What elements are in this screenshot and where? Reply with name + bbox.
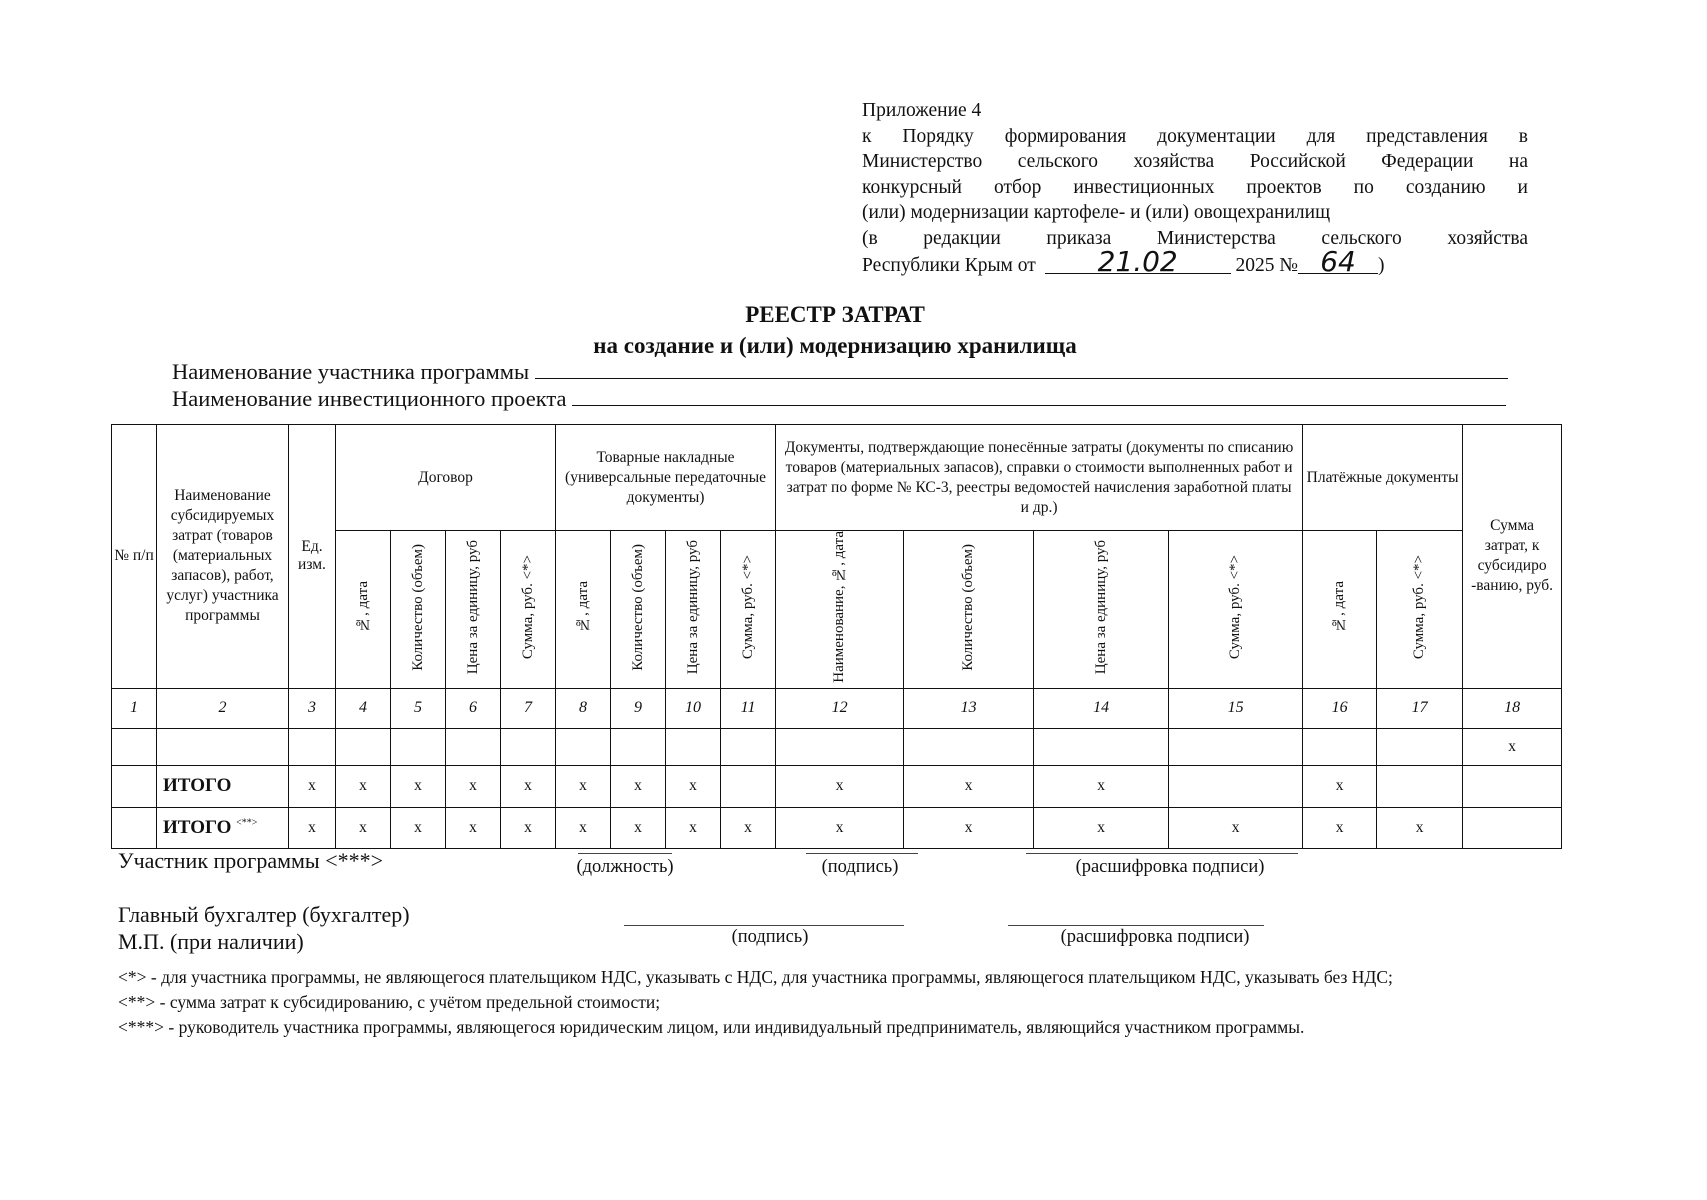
table-cell: x bbox=[1463, 728, 1562, 765]
accountant-signature-line bbox=[624, 925, 904, 926]
table-cell: x bbox=[776, 807, 904, 848]
total-label bbox=[157, 807, 289, 848]
subheader-cell: Цена за единицу, руб bbox=[446, 531, 501, 689]
appendix-line: (или) модернизации картофеле- и (или) овощехранилищ bbox=[862, 202, 1331, 223]
appendix-order-prefix: Республики Крым от bbox=[862, 255, 1036, 276]
appendix-title: Приложение 4 bbox=[862, 100, 982, 121]
accountant-signature-caption: (подпись) bbox=[731, 927, 809, 947]
table-cell: x bbox=[611, 765, 666, 807]
table-cell: x bbox=[1169, 807, 1303, 848]
table-cell: 9 bbox=[611, 688, 666, 728]
subheader-cell: №, дата bbox=[556, 531, 611, 689]
table-cell: 14 bbox=[1034, 688, 1169, 728]
signature-line bbox=[806, 853, 918, 854]
table-cell bbox=[112, 807, 157, 848]
table-cell: x bbox=[391, 765, 446, 807]
table-cell: 6 bbox=[446, 688, 501, 728]
appendix-order-line bbox=[862, 245, 1528, 279]
table-cell: x bbox=[1303, 807, 1377, 848]
header-supporting-docs: Документы, подтверждающие понесённые затраты (документы по списанию товаров (материальных запасов), справки о стоимости выполненных работ и затрат по форме № КС-3, реестры ведомостей начисления заработной платы и др.) bbox=[776, 425, 1303, 531]
project-name-field[interactable] bbox=[572, 387, 1506, 406]
table-cell bbox=[904, 728, 1034, 765]
table-cell: 5 bbox=[391, 688, 446, 728]
table-cell: x bbox=[501, 765, 556, 807]
table-cell: x bbox=[446, 807, 501, 848]
table-cell: x bbox=[556, 807, 611, 848]
header-total-subsidy: Сумма затрат, к субсидиро -ванию, руб. bbox=[1463, 425, 1562, 689]
header-cost-name: Наименование субсидируемых затрат (товаров (материальных запасов), работ, услуг) участника программы bbox=[157, 425, 289, 689]
handwritten-number: 64 bbox=[1298, 251, 1378, 274]
header-payment-docs: Платёжные документы bbox=[1303, 425, 1463, 531]
table-cell: x bbox=[446, 765, 501, 807]
table-cell: 10 bbox=[666, 688, 721, 728]
header-contract: Договор bbox=[336, 425, 556, 531]
table-cell: x bbox=[721, 807, 776, 848]
total-label-footnote-ref: <**> bbox=[236, 817, 258, 829]
table-cell bbox=[446, 728, 501, 765]
accountant-label: Главный бухгалтер (бухгалтер) bbox=[118, 902, 410, 927]
table-cell bbox=[1463, 807, 1562, 848]
table-row-total-subsidy bbox=[112, 807, 1562, 848]
subheader-cell: Сумма, руб. <*> bbox=[721, 531, 776, 689]
table-cell: 12 bbox=[776, 688, 904, 728]
table-cell bbox=[556, 728, 611, 765]
table-cell: x bbox=[336, 765, 391, 807]
table-cell bbox=[501, 728, 556, 765]
table-cell: 7 bbox=[501, 688, 556, 728]
header-unit: Ед. изм. bbox=[289, 425, 336, 689]
table-cell: 15 bbox=[1169, 688, 1303, 728]
table-cell bbox=[1034, 728, 1169, 765]
table-cell: x bbox=[391, 807, 446, 848]
table-cell: x bbox=[501, 807, 556, 848]
table-cell: 1 bbox=[112, 688, 157, 728]
table-cell bbox=[1303, 728, 1377, 765]
footnote: <**> - сумма затрат к субсидированию, с учётом предельной стоимости; bbox=[118, 992, 661, 1012]
accountant-decoding-caption: (расшифровка подписи) bbox=[1060, 927, 1250, 947]
position-caption: (должность) bbox=[576, 857, 674, 877]
table-cell: 13 bbox=[904, 688, 1034, 728]
column-number-row bbox=[112, 688, 1562, 728]
appendix-line: к Порядку формирования документации для представления в bbox=[862, 125, 1528, 147]
subheader-cell: Количество (объем) bbox=[904, 531, 1034, 689]
subheader-cell: №, дата bbox=[1303, 531, 1377, 689]
table-cell bbox=[721, 728, 776, 765]
table-cell bbox=[721, 765, 776, 807]
table-cell: x bbox=[611, 807, 666, 848]
table-cell: x bbox=[666, 765, 721, 807]
table-cell bbox=[611, 728, 666, 765]
signature-caption: (подпись) bbox=[821, 857, 899, 877]
project-name-label: Наименование инвестиционного проекта bbox=[172, 386, 567, 411]
table-cell: x bbox=[1377, 807, 1463, 848]
table-cell: x bbox=[336, 807, 391, 848]
footnote: <***> - руководитель участника программы, являющегося юридическим лицом, или индивидуальный предприниматель, являющийся участником программы. bbox=[118, 1017, 1305, 1037]
appendix-line: конкурсный отбор инвестиционных проектов по созданию и bbox=[862, 176, 1528, 198]
table-cell: x bbox=[776, 765, 904, 807]
table-cell bbox=[391, 728, 446, 765]
table-cell: 2 bbox=[157, 688, 289, 728]
table-cell bbox=[289, 728, 336, 765]
table-cell: 18 bbox=[1463, 688, 1562, 728]
table-cell bbox=[157, 728, 289, 765]
participant-signature-label: Участник программы <***> bbox=[118, 848, 384, 873]
subheader-cell: Сумма, руб. <*> bbox=[1377, 531, 1463, 689]
table-cell: 11 bbox=[721, 688, 776, 728]
table-cell: x bbox=[1303, 765, 1377, 807]
appendix-year: 2025 № bbox=[1235, 255, 1299, 276]
cost-registry-table bbox=[111, 424, 1562, 849]
table-cell bbox=[1377, 728, 1463, 765]
table-cell bbox=[112, 765, 157, 807]
total-label bbox=[157, 765, 289, 807]
table-cell: x bbox=[904, 765, 1034, 807]
project-name-line bbox=[172, 386, 1506, 412]
appendix-header bbox=[862, 98, 1528, 279]
subheader-cell: №, дата bbox=[336, 531, 391, 689]
subheader-cell: Цена за единицу, руб bbox=[666, 531, 721, 689]
table-cell: x bbox=[289, 807, 336, 848]
participant-name-line bbox=[172, 359, 1508, 385]
table-cell bbox=[666, 728, 721, 765]
decoding-line bbox=[1026, 853, 1298, 854]
participant-name-field[interactable] bbox=[535, 360, 1508, 379]
decoding-caption: (расшифровка подписи) bbox=[1075, 857, 1265, 877]
table-row-total bbox=[112, 765, 1562, 807]
table-row-blank bbox=[112, 728, 1562, 765]
subheader-cell: Цена за единицу, руб bbox=[1034, 531, 1169, 689]
table-cell bbox=[1377, 765, 1463, 807]
subheader-cell: Сумма, руб. <*> bbox=[1169, 531, 1303, 689]
table-cell bbox=[776, 728, 904, 765]
accountant-decoding-line bbox=[1008, 925, 1264, 926]
appendix-line: (в редакции приказа Министерства сельского хозяйства bbox=[862, 227, 1528, 249]
appendix-line: Министерство сельского хозяйства Российской Федерации на bbox=[862, 151, 1528, 172]
document-subtitle: на создание и (или) модернизацию хранилища bbox=[593, 333, 1077, 358]
table-cell: x bbox=[1034, 765, 1169, 807]
position-line bbox=[578, 853, 672, 854]
close-paren: ) bbox=[1378, 255, 1385, 276]
subheader-cell: Количество (объем) bbox=[611, 531, 666, 689]
table-cell bbox=[336, 728, 391, 765]
subheader-cell: Количество (объем) bbox=[391, 531, 446, 689]
table-cell: x bbox=[666, 807, 721, 848]
subheader-cell: Наименование, №, дата bbox=[776, 531, 904, 689]
table-cell: 16 bbox=[1303, 688, 1377, 728]
participant-name-label: Наименование участника программы bbox=[172, 359, 530, 384]
total-label-text: ИТОГО bbox=[163, 775, 232, 797]
table-cell bbox=[112, 728, 157, 765]
table-cell: x bbox=[904, 807, 1034, 848]
total-label-text: ИТОГО bbox=[163, 816, 232, 838]
table-cell: 8 bbox=[556, 688, 611, 728]
handwritten-date: 21.02 bbox=[1045, 251, 1231, 274]
table-cell: 3 bbox=[289, 688, 336, 728]
footnotes bbox=[118, 965, 1393, 1040]
table-cell bbox=[1169, 765, 1303, 807]
table-cell: x bbox=[289, 765, 336, 807]
table-cell bbox=[1169, 728, 1303, 765]
table-cell: x bbox=[556, 765, 611, 807]
header-waybills: Товарные накладные (универсальные передаточные документы) bbox=[556, 425, 776, 531]
table-cell: x bbox=[1034, 807, 1169, 848]
subheader-cell: Сумма, руб. <*> bbox=[501, 531, 556, 689]
header-num: № п/п bbox=[112, 425, 157, 689]
table-cell bbox=[1463, 765, 1562, 807]
table-cell: 17 bbox=[1377, 688, 1463, 728]
document-title: РЕЕСТР ЗАТРАТ bbox=[745, 302, 925, 327]
table-cell: 4 bbox=[336, 688, 391, 728]
stamp-label: М.П. (при наличии) bbox=[118, 929, 304, 954]
footnote: <*> - для участника программы, не являющегося плательщиком НДС, указывать с НДС, для участника программы, являющегося плательщиком НДС, указывать без НДС; bbox=[118, 967, 1393, 987]
